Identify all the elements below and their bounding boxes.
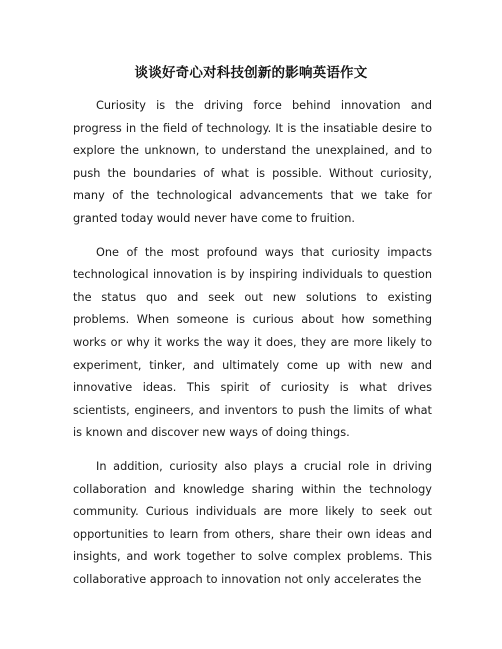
document-title: 谈谈好奇心对科技创新的影响英语作文 [134, 65, 368, 81]
paragraph-2: One of the most profound ways that curiosity impacts technological innovation is by inspiring individuals to question the status quo and seek out new solutions to existing problems. When someone is curious about how something works or why it works the way it does, they are more likely to experiment, tinker, and ultimately come up with new and innovative ideas. This spirit of curiosity is what drives scientists, engineers, and inventors to push the limits of what is known and discover new ways of doing things. [73, 245, 432, 440]
paragraph-1: Curiosity is the driving force behind innovation and progress in the field of technology. It is the insatiable desire to explore the unknown, to understand the unexplained, and to push the boundaries of what is possible. Without curiosity, many of the technological advancements that we take for granted today would never have come to fruition. [73, 99, 432, 225]
paragraph-3: In addition, curiosity also plays a crucial role in driving collaboration and knowledge sharing within the technology community. Curious individuals are more likely to seek out opportunities to learn from others, share their own ideas and insights, and work together to solve complex problems. This collaborative approach to innovation not only accelerates the [73, 459, 432, 586]
document-body [73, 95, 432, 602]
